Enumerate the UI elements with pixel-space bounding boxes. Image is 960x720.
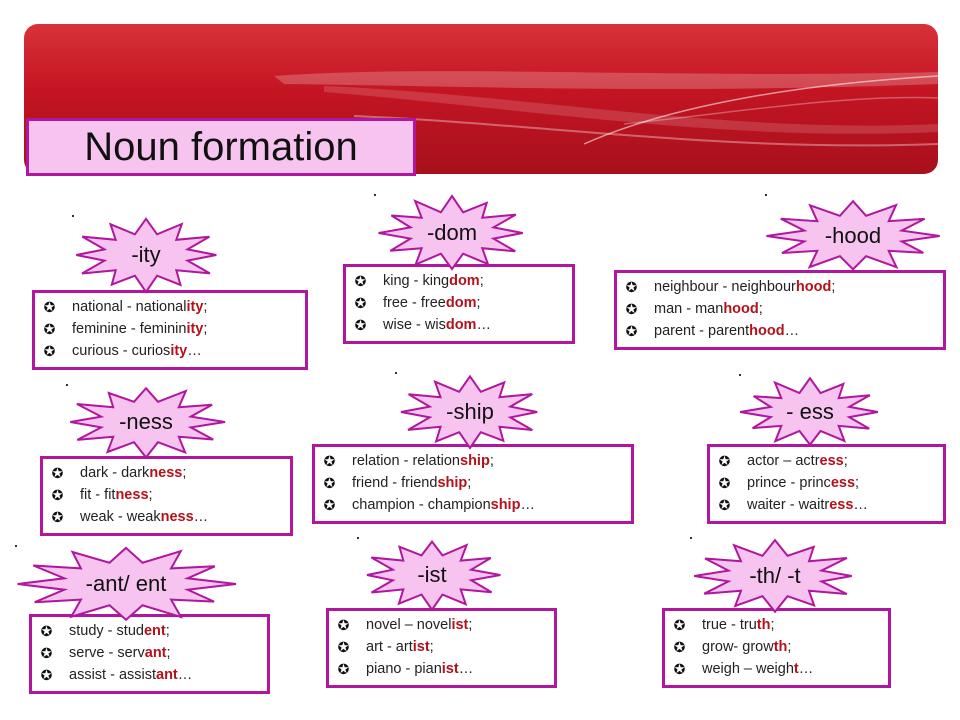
suffix-label: -ant/ ent <box>85 571 167 596</box>
suffix-highlight: hood <box>795 279 832 295</box>
example-item <box>337 658 546 680</box>
base-word: wise - wis <box>383 317 446 333</box>
example-item <box>625 276 935 298</box>
base-word: relation - relation <box>352 453 460 469</box>
example-box-dom <box>343 264 575 344</box>
base-word: champion - champion <box>352 497 491 513</box>
star-circle-icon: ✪ <box>625 322 638 339</box>
example-box-ant <box>29 614 270 694</box>
suffix-highlight: ness <box>115 487 149 503</box>
star-circle-icon: ✪ <box>43 342 56 359</box>
suffix-starburst-th <box>692 540 858 612</box>
punctuation: ; <box>479 273 484 289</box>
punctuation: ; <box>165 623 170 639</box>
base-word: novel – novel <box>366 617 452 633</box>
star-circle-icon: ✪ <box>354 272 367 289</box>
example-box-ity <box>32 290 308 370</box>
suffix-highlight: ness <box>160 509 194 525</box>
example-box-ness <box>40 456 293 536</box>
suffix-starburst-ess <box>740 378 880 446</box>
suffix-highlight: th <box>756 617 771 633</box>
punctuation: ; <box>476 295 481 311</box>
punctuation: … <box>853 497 868 513</box>
star-circle-icon: ✪ <box>43 320 56 337</box>
star-circle-icon: ✪ <box>673 616 686 633</box>
star-circle-icon: ✪ <box>337 638 350 655</box>
decoration-dot <box>739 374 741 376</box>
punctuation: ; <box>843 453 848 469</box>
suffix-highlight: dom <box>445 317 477 333</box>
star-circle-icon: ✪ <box>323 474 336 491</box>
punctuation: ; <box>166 645 171 661</box>
base-word: waiter - waitr <box>747 497 830 513</box>
example-item <box>718 472 935 494</box>
base-word: actor – actr <box>747 453 820 469</box>
decoration-dot <box>395 372 397 374</box>
star-circle-icon: ✪ <box>51 508 64 525</box>
star-circle-icon: ✪ <box>51 486 64 503</box>
suffix-highlight: ship <box>490 497 521 513</box>
example-item <box>625 298 935 320</box>
suffix-starburst-ness <box>66 386 226 458</box>
example-item <box>337 614 546 636</box>
suffix-highlight: ess <box>819 453 844 469</box>
base-word: study - stud <box>69 623 144 639</box>
example-item <box>323 472 623 494</box>
example-item <box>51 462 282 484</box>
star-circle-icon: ✪ <box>43 298 56 315</box>
punctuation: … <box>784 323 800 339</box>
base-word: free - free <box>383 295 446 311</box>
base-word: art - art <box>366 639 413 655</box>
star-circle-icon: ✪ <box>337 660 350 677</box>
suffix-highlight: ship <box>437 475 468 491</box>
punctuation: ; <box>429 639 434 655</box>
punctuation: ; <box>758 301 763 317</box>
punctuation: … <box>798 661 814 677</box>
suffix-highlight: ist <box>412 639 430 655</box>
decoration-dot <box>765 194 767 196</box>
punctuation: ; <box>770 617 775 633</box>
suffix-label: -ist <box>417 562 447 587</box>
example-item <box>51 506 282 528</box>
suffix-highlight: ship <box>460 453 490 469</box>
base-word: king - king <box>383 273 450 289</box>
suffix-highlight: ness <box>149 465 183 481</box>
suffix-starburst-dom <box>378 196 526 270</box>
base-word: parent - parent <box>654 323 750 339</box>
punctuation: ; <box>787 639 792 655</box>
star-circle-icon: ✪ <box>673 638 686 655</box>
punctuation: … <box>193 509 209 525</box>
base-word: national - national <box>72 299 187 315</box>
example-item <box>43 296 297 318</box>
example-item <box>673 658 880 680</box>
punctuation: … <box>187 343 202 359</box>
example-item <box>337 636 546 658</box>
punctuation: ; <box>182 465 187 481</box>
decoration-dot <box>72 215 74 217</box>
punctuation: … <box>520 497 535 513</box>
base-word: man - man <box>654 301 724 317</box>
suffix-highlight: th <box>773 639 788 655</box>
star-circle-icon: ✪ <box>718 474 731 491</box>
suffix-label: -dom <box>426 220 478 245</box>
suffix-highlight: ity <box>170 343 188 359</box>
title-box <box>26 118 416 176</box>
punctuation: ; <box>148 487 153 503</box>
star-circle-icon: ✪ <box>673 660 686 677</box>
base-word: neighbour - neighbour <box>654 279 796 295</box>
base-word: serve - serv <box>69 645 145 661</box>
suffix-label: -th/ -t <box>749 563 801 588</box>
example-item <box>323 494 623 516</box>
suffix-highlight: hood <box>749 323 785 339</box>
example-item <box>354 270 564 292</box>
base-word: true - tru <box>702 617 757 633</box>
decoration-dot <box>374 194 376 196</box>
suffix-label: -ness <box>119 409 173 434</box>
suffix-highlight: ant <box>144 645 167 661</box>
example-box-ship <box>312 444 634 524</box>
punctuation: … <box>177 667 193 683</box>
base-word: piano - pian <box>366 661 442 677</box>
suffix-highlight: t <box>793 661 799 677</box>
example-item <box>40 642 259 664</box>
suffix-highlight: ity <box>186 299 204 315</box>
suffix-label: - ess <box>786 399 834 424</box>
base-word: friend - friend <box>352 475 438 491</box>
suffix-highlight: ity <box>186 321 204 337</box>
example-item <box>51 484 282 506</box>
example-item <box>40 664 259 686</box>
suffix-starburst-ity <box>72 218 220 292</box>
suffix-label: -ity <box>131 242 161 267</box>
suffix-highlight: ist <box>441 661 459 677</box>
base-word: weak - weak <box>80 509 161 525</box>
suffix-highlight: ant <box>156 667 178 683</box>
example-box-hood <box>614 270 946 350</box>
star-circle-icon: ✪ <box>40 666 53 683</box>
example-item <box>718 450 935 472</box>
example-item <box>354 314 564 336</box>
decoration-dot <box>690 537 692 539</box>
suffix-starburst-hood <box>766 200 940 272</box>
suffix-starburst-ship <box>398 376 542 448</box>
star-circle-icon: ✪ <box>718 452 731 469</box>
punctuation: … <box>458 661 474 677</box>
page-title: Noun formation <box>84 124 358 169</box>
suffix-label: -hood <box>824 223 882 248</box>
suffix-highlight: ist <box>451 617 469 633</box>
star-circle-icon: ✪ <box>354 316 367 333</box>
suffix-starburst-ist <box>362 540 502 610</box>
star-circle-icon: ✪ <box>625 300 638 317</box>
suffix-highlight: hood <box>723 301 759 317</box>
suffix-highlight: dom <box>449 273 480 289</box>
suffix-highlight: ess <box>830 475 856 491</box>
base-word: feminine - feminin <box>72 321 187 337</box>
punctuation: … <box>476 317 491 333</box>
base-word: prince - princ <box>747 475 831 491</box>
example-box-ist <box>326 608 557 688</box>
punctuation: ; <box>203 321 208 337</box>
suffix-highlight: dom <box>445 295 477 311</box>
example-item <box>354 292 564 314</box>
punctuation: ; <box>468 617 473 633</box>
punctuation: ; <box>831 279 836 295</box>
example-item <box>43 340 297 362</box>
base-word: curious - curios <box>72 343 171 359</box>
suffix-starburst-ant <box>16 546 236 622</box>
punctuation: ; <box>855 475 860 491</box>
punctuation: ; <box>489 453 494 469</box>
star-circle-icon: ✪ <box>40 622 53 639</box>
base-word: weigh – weigh <box>702 661 794 677</box>
example-item <box>673 636 880 658</box>
punctuation: ; <box>203 299 208 315</box>
decoration-dot <box>357 537 359 539</box>
star-circle-icon: ✪ <box>625 278 638 295</box>
example-box-th <box>662 608 891 688</box>
example-item <box>673 614 880 636</box>
example-item <box>43 318 297 340</box>
star-circle-icon: ✪ <box>718 496 731 513</box>
star-circle-icon: ✪ <box>323 452 336 469</box>
star-circle-icon: ✪ <box>323 496 336 513</box>
suffix-label: -ship <box>446 399 494 424</box>
base-word: assist - assist <box>69 667 157 683</box>
example-item <box>323 450 623 472</box>
example-item <box>718 494 935 516</box>
example-item <box>40 620 259 642</box>
star-circle-icon: ✪ <box>40 644 53 661</box>
star-circle-icon: ✪ <box>354 294 367 311</box>
suffix-highlight: ess <box>829 497 854 513</box>
star-circle-icon: ✪ <box>337 616 350 633</box>
example-item <box>625 320 935 342</box>
base-word: fit - fit <box>80 487 116 503</box>
base-word: dark - dark <box>80 465 150 481</box>
base-word: grow- grow <box>702 639 774 655</box>
punctuation: ; <box>467 475 472 491</box>
star-circle-icon: ✪ <box>51 464 64 481</box>
suffix-highlight: ent <box>143 623 166 639</box>
example-box-ess <box>707 444 946 524</box>
